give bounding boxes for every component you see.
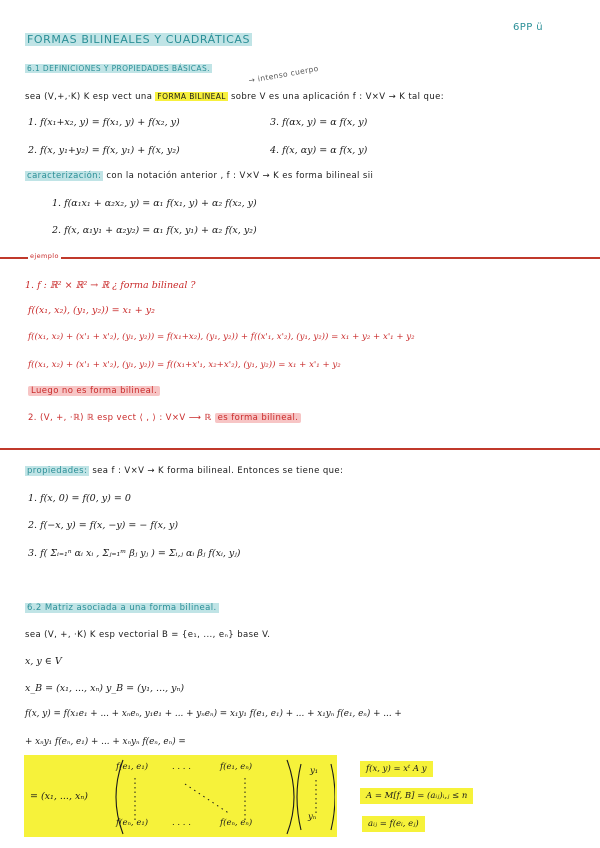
matrix-entry-nn: f(eₙ, eₙ) xyxy=(220,818,253,828)
property-negative: 2. f(−x, y) = f(x, −y) = − f(x, y) xyxy=(28,520,179,531)
matrix-dots-top: . . . . xyxy=(172,762,191,772)
example-conclusion: Luego no es forma bilineal. xyxy=(28,386,160,396)
matrix-entry-11: f(e₁, e₁) xyxy=(116,762,149,772)
highlight-forma-bilineal: FORMA BILINEAL xyxy=(157,92,226,101)
section-heading-6-2: 6.2 Matriz asociada a una forma bilineal. xyxy=(27,603,217,613)
property-2: 2. f(x, y₁+y₂) = f(x, y₁) + f(x, y₂) xyxy=(28,145,180,156)
formula-matrix-form: f(x, y) = xᵗ A y xyxy=(360,761,433,777)
property-1: 1. f(x₁+x₂, y) = f(x₁, y) + f(x₂, y) xyxy=(28,117,180,128)
formula-entry: aᵢⱼ = f(eᵢ, eⱼ) xyxy=(362,816,425,832)
characterization-2: 2. f(x, α₁y₁ + α₂y₂) = α₁ f(x, y₁) + α₂ f(x, y₂) xyxy=(52,225,257,236)
column-vector-top: y₁ xyxy=(310,766,319,776)
properties-label: propiedades: xyxy=(27,466,88,476)
definition-line: sea (V,+,·K) K esp vect una FORMA BILINEAL sobre V es una aplicación f : V×V → K tal que: xyxy=(25,92,445,102)
margin-note: → intenso cuerpo xyxy=(247,63,320,86)
property-3: 3. f(αx, y) = α f(x, y) xyxy=(270,117,368,128)
example-label: ejemplo xyxy=(30,252,59,260)
expansion-line-1: f(x, y) = f(x₁e₁ + ... + xₙeₙ, y₁e₁ + ... + yₙeₙ) = x₁y₁ f(e₁, e₁) + ... + x₁yₙ f(e₁, eₙ) + ... + xyxy=(25,709,402,719)
property-zero: 1. f(x, 0) = f(0, y) = 0 xyxy=(28,493,131,504)
vectors-line: x, y ∈ V xyxy=(25,656,62,667)
matrix-dots-bottom: . . . . xyxy=(172,818,191,828)
example-line-1: f((x₁, x₂), (y₁, y₂)) = x₁ + y₂ xyxy=(28,305,155,316)
example-2: 2. (V, +, ·ℝ) ℝ esp vect ⟨ , ⟩ : V×V ⟶ ℝ es forma bilineal. xyxy=(28,413,301,423)
matrix-entry-n1: f(eₙ, e₁) xyxy=(116,818,149,828)
characterization-line: caracterización: con la notación anterior , f : V×V → K es forma bilineal sii xyxy=(27,171,374,181)
divider-bottom xyxy=(0,448,600,450)
page-title: FORMAS BILINEALES Y CUADRÁTICAS xyxy=(27,33,251,46)
basis-line: sea (V, +, ·K) K esp vectorial B = {e₁, ..., eₙ} base V. xyxy=(25,630,271,640)
property-sum: 3. f( Σᵢ₌₁ⁿ αᵢ xᵢ , Σⱼ₌₁ᵐ βⱼ yⱼ ) = Σᵢ,ⱼ αᵢ βⱼ f(xᵢ, yⱼ) xyxy=(28,548,241,559)
row-vector: = (x₁, ..., xₙ) xyxy=(30,791,88,802)
properties-intro: propiedades: sea f : V×V → K forma bilineal. Entonces se tiene que: xyxy=(27,466,344,476)
characterization-label: caracterización: xyxy=(27,171,102,181)
coordinates-line: x_B = (x₁, ..., xₙ) y_B = (y₁, ..., yₙ) xyxy=(25,683,185,694)
example-line-2: f((x₁, x₂) + (x'₁ + x'₂), (y₁, y₂)) = f(x₁+x₂), (y₁, y₂)) + f((x'₁, x'₂), (y₁, y₂)) = x₁ + y₂ + x'₁ + y₂ xyxy=(28,332,415,342)
matrix-entry-1n: f(e₁, eₙ) xyxy=(220,762,253,772)
page-mark: 6PP ü xyxy=(513,22,543,33)
property-4: 4. f(x, αy) = α f(x, y) xyxy=(270,145,368,156)
divider-top xyxy=(0,257,600,259)
formula-matrix-definition: A = M[f, B] = (aᵢⱼ)ᵢ,ⱼ ≤ n xyxy=(360,788,473,804)
example-question: 1. f : ℝ² × ℝ² → ℝ ¿ forma bilineal ? xyxy=(25,280,196,291)
expansion-line-2: + xₙy₁ f(eₙ, e₁) + ... + xₙyₙ f(eₙ, eₙ) = xyxy=(25,737,186,747)
characterization-1: 1. f(α₁x₁ + α₂x₂, y) = α₁ f(x₁, y) + α₂ f(x₂, y) xyxy=(52,198,257,209)
section-heading-6-1: 6.1 DEFINICIONES Y PROPIEDADES BÁSICAS. xyxy=(27,64,210,73)
example-line-3: f((x₁, x₂) + (x'₁ + x'₂), (y₁, y₂)) = f((x₁+x'₁, x₂+x'₂), (y₁, y₂)) = x₁ + x'₁ + y₂ xyxy=(28,360,341,370)
column-vector-bottom: yₙ xyxy=(308,812,317,822)
